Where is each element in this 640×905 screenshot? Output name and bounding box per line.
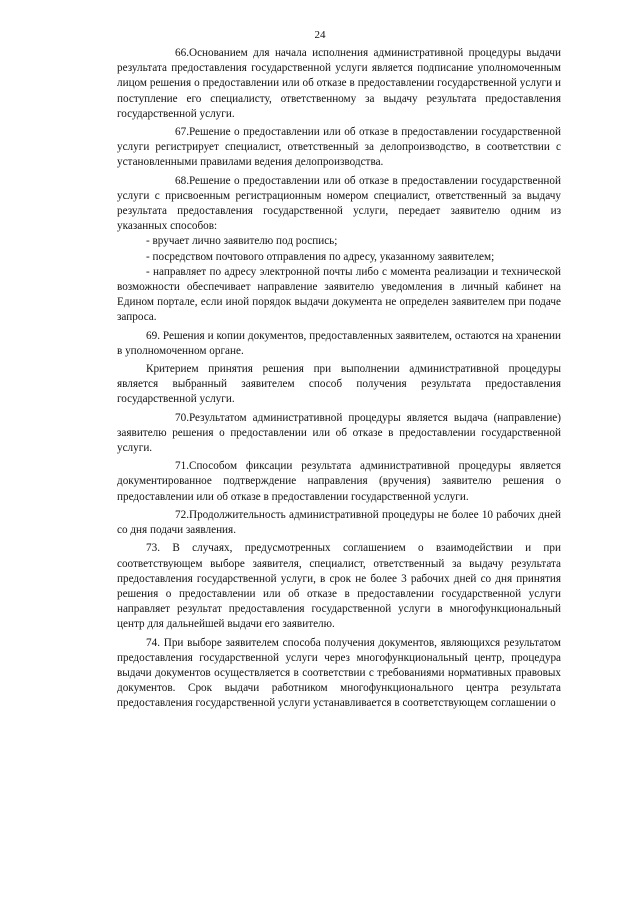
paragraph-71: [117, 459, 561, 505]
paragraph-number: 68.: [175, 174, 189, 187]
paragraph-text: Решение о предоставлении или об отказе в предоставлении государственной услуги с присвоенным регистрационным номером специалист, ответственный за выдачу результата предоставления государственной услуги, передает заявителю одним из указанных способов:: [117, 174, 561, 233]
paragraph-criterion: Критерием принятия решения при выполнении административной процедуры является выбранный заявителем способ получения результата предоставления государственной услуги.: [117, 363, 561, 406]
paragraph-text: Решение о предоставлении или об отказе в предоставлении государственной услуги регистрирует специалист, ответственный за делопроизводство, в соответствии с установленными правилами ведения делопроизводства.: [117, 126, 561, 169]
list-item: - направляет по адресу электронной почты либо с момента реализации и технической возможности обеспечивает направление заявителю уведомления в личный кабинет на Едином портале, если иной порядок выдачи документа не определен заявителем при подаче запроса.: [117, 265, 561, 324]
paragraph-text: Способом фиксации результата административной процедуры является документированное подтверждение направления (вручения) заявителю решения о предоставлении или об отказе в предоставлении государственной услуги.: [117, 460, 561, 503]
paragraph-text: Результатом административной процедуры является выдача (направление) заявителю решения о предоставлении или об отказе в предоставлении государственной услуги.: [117, 411, 561, 455]
list-item: - посредством почтового отправления по адресу, указанному заявителем;: [146, 250, 495, 263]
paragraph-68: [117, 174, 561, 235]
paragraph-number: 70.: [175, 411, 189, 424]
paragraph-67: [117, 125, 561, 171]
paragraph-66: [117, 46, 561, 122]
paragraph-number: 72.: [175, 508, 189, 521]
paragraph-72: [117, 508, 561, 538]
document-body: [117, 46, 561, 712]
paragraph-73: 73. В случаях, предусмотренных соглашением о взаимодействии и при соответствующем выборе заявителя, специалист, ответственный за выдачу результата предоставления государственной услуги, в срок не более 3 рабочих дней со дня принятия решения о предоставлении или об отказе в предоставлении государственной услуги направляет результат предоставления государственной услуги в многофункциональный центр для дальнейшей выдачи его заявителю.: [117, 542, 561, 631]
paragraph-number: 71.: [175, 460, 189, 473]
paragraph-text: Продолжительность административной процедуры не более 10 рабочих дней со дня подачи заявления.: [117, 508, 561, 537]
paragraph-74: 74. При выборе заявителем способа получения документов, являющихся результатом предоставления государственной услуги через многофункциональный центр, процедура выдачи документов осуществляется в соответствии с требованиями нормативных правовых документов. Срок выдачи работником многофункционального центра результата предоставления государственной услуги устанавливается в соответствующем соглашении о: [117, 636, 561, 710]
paragraph-70: [117, 411, 561, 457]
page-number: 24: [314, 29, 326, 41]
paragraph-number: 66.: [175, 47, 189, 59]
paragraph-69: 69. Решения и копии документов, предоставленных заявителем, остаются на хранении в уполномоченном органе.: [117, 329, 561, 357]
list-item: - вручает лично заявителю под роспись;: [146, 235, 338, 248]
paragraph-number: 67.: [175, 126, 189, 139]
paragraph-text: Основанием для начала исполнения административной процедуры выдачи результата предоставления государственной услуги является подписание уполномоченным лицом решения о предоставлении или об отказе в предоставлении государственной услуги и поступление его специалисту, ответственному за выдачу результата предоставления государственной услуги.: [117, 47, 561, 120]
